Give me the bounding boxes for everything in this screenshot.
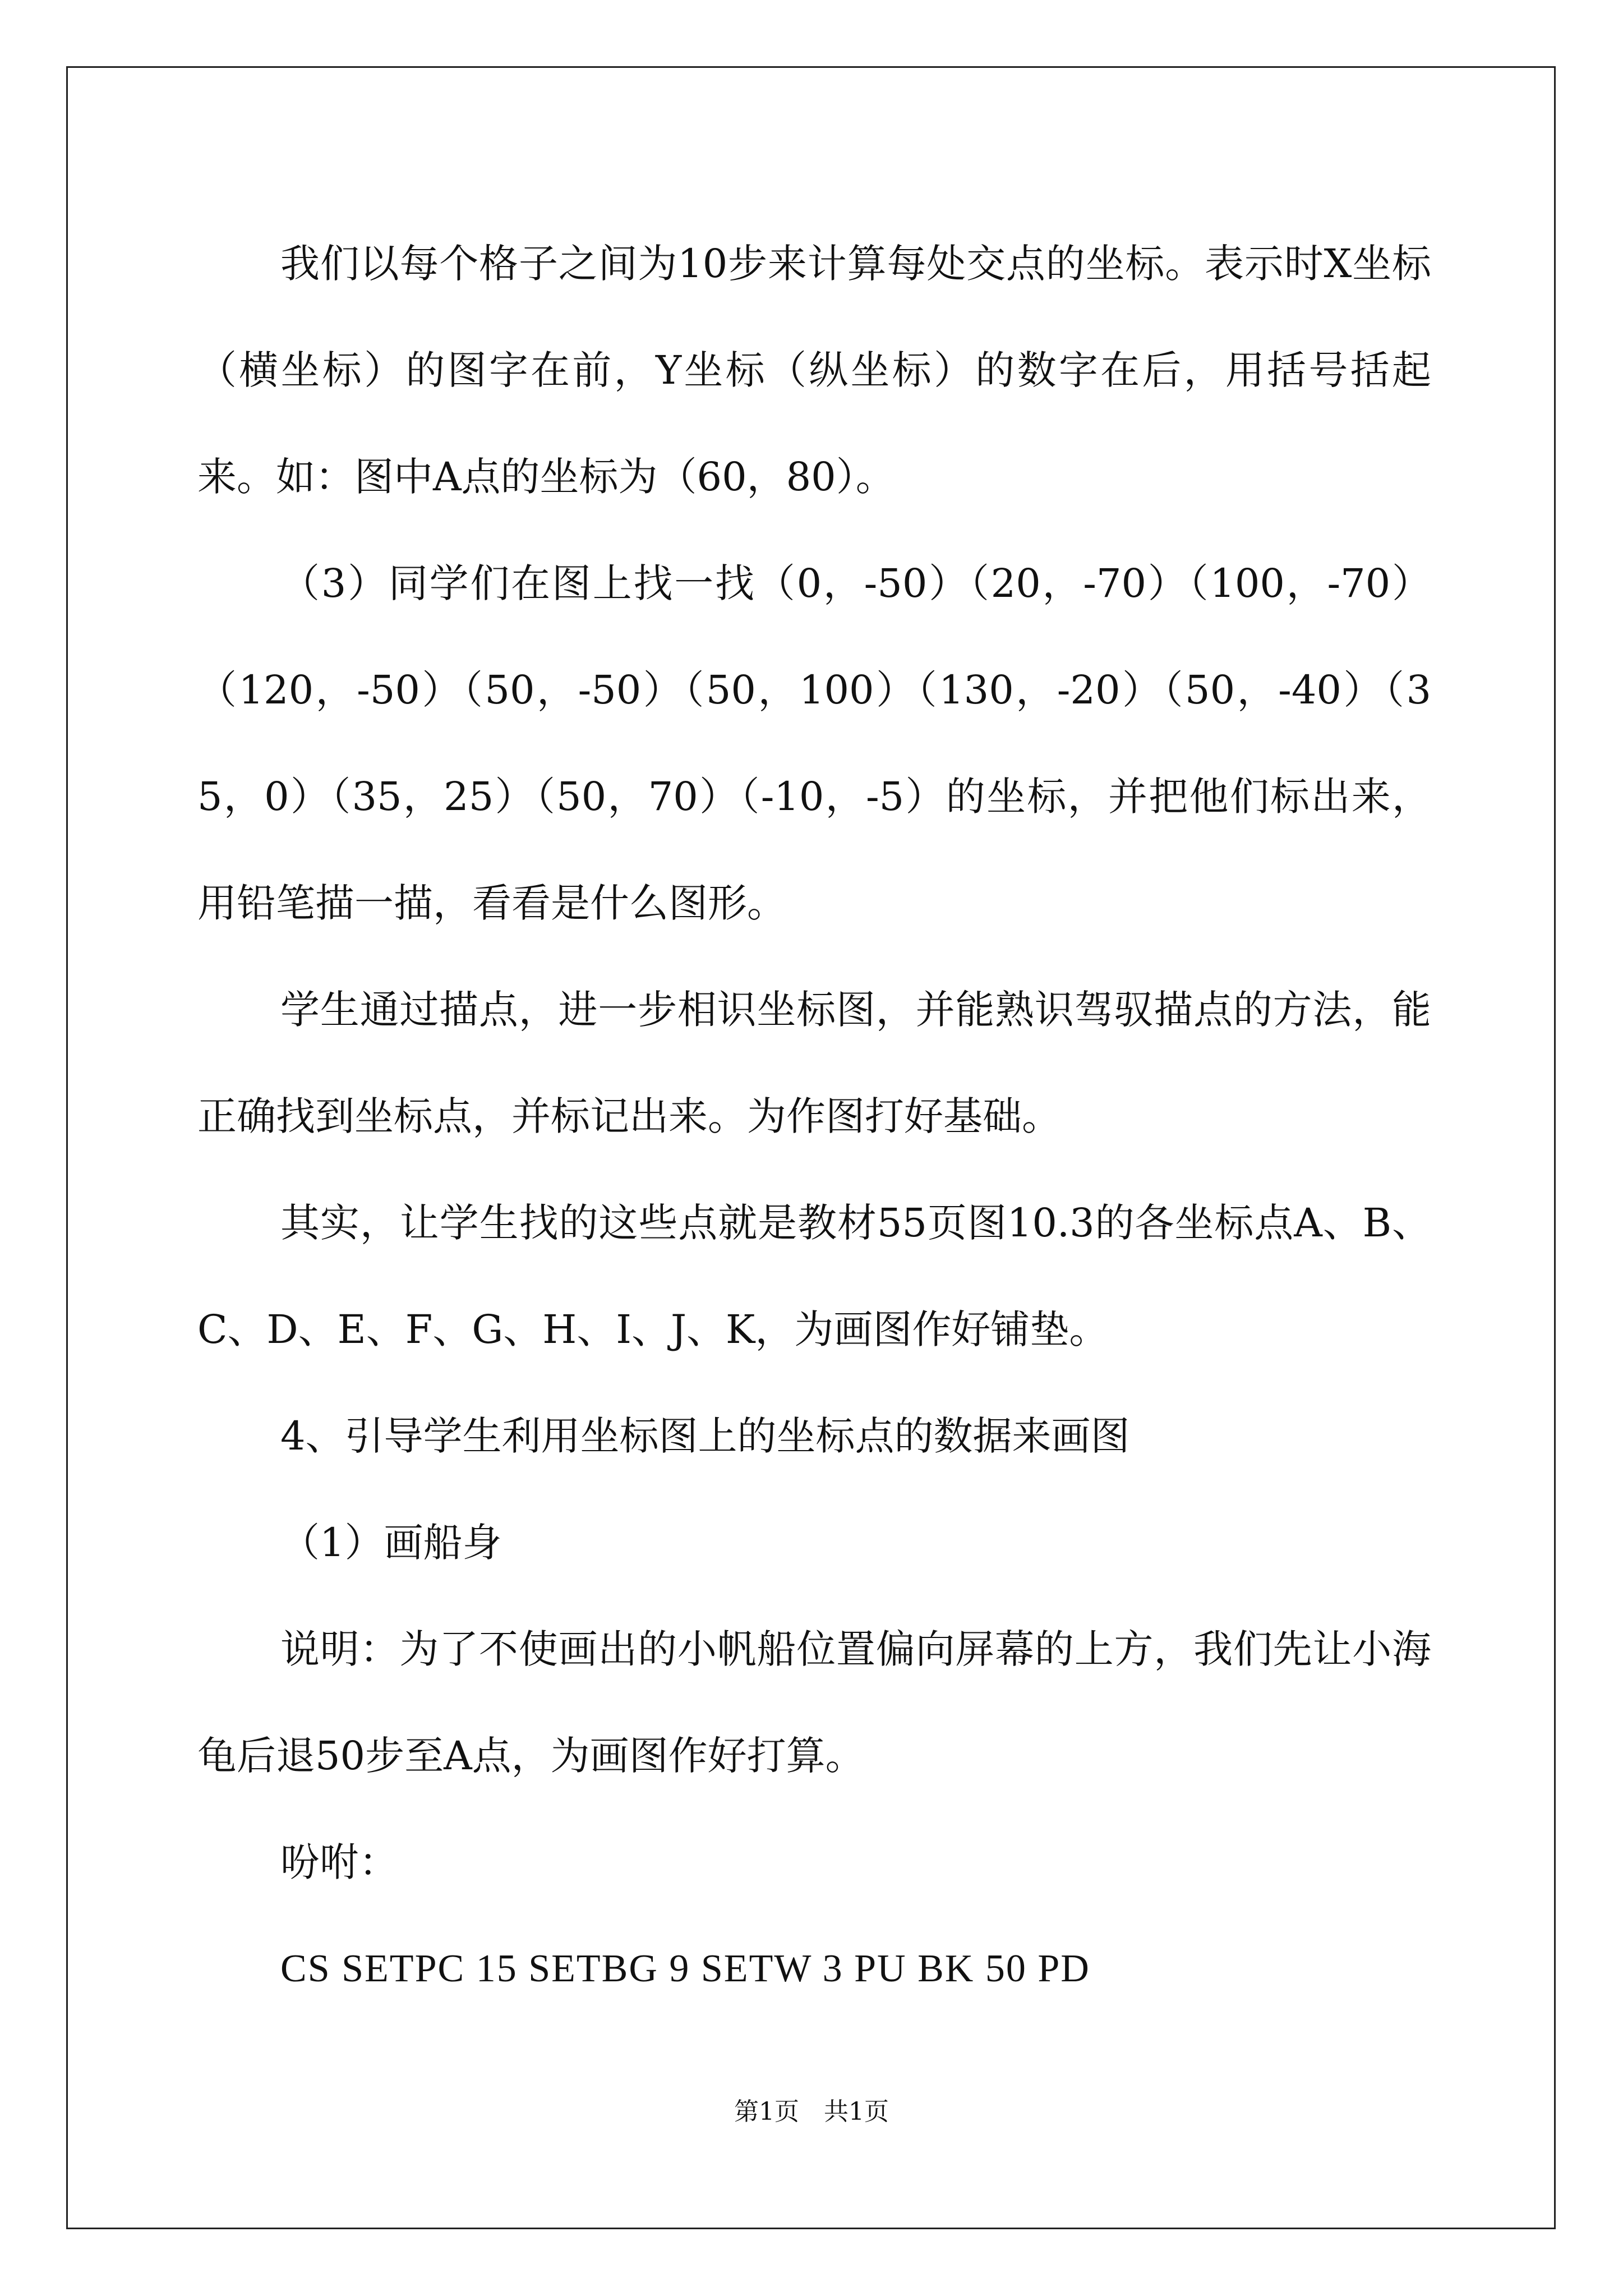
page-footer: 第1页 共1页 (734, 2097, 889, 2126)
paragraph-coordinates-explanation: 我们以每个格子之间为10步来计算每处交点的坐标。表示时X坐标（横坐标）的图字在前，Y坐标（纵坐标）的数字在后，用括号括起来。如：图中A点的坐标为（60，80）。 (197, 241, 1431, 500)
paragraph-explanation: 说明：为了不使画出的小帆船位置偏向屏幕的上方，我们先让小海龟后退50步至A点，为画图作好打算。 (197, 1626, 1431, 1779)
paragraph-student-plotting: 学生通过描点，进一步相识坐标图，并能熟识驾驭描点的方法，能正确找到坐标点，并标记出来。为作图打好基础。 (197, 987, 1431, 1139)
paragraph-command-label: 吩咐： (280, 1839, 398, 1885)
paragraph-step-4: 4、引导学生利用坐标图上的坐标点的数据来画图 (280, 1413, 1130, 1459)
paragraph-find-points: （3）同学们在图上找一找（0，-50）（20，-70）（100，-70）（120，-50）（50，-50）（50，100）（130，-20）（50，-40）（35，0）（35，25）（50，70）（-10，-5）的坐标，并把他们标出来，用铅笔描一描，看看是什么图形。 (197, 560, 1431, 926)
paragraph-logo-command: CS SETPC 15 SETBG 9 SETW 3 PU BK 50 PD (280, 1947, 1090, 1990)
paragraph-draw-hull: （1）画船身 (280, 1520, 502, 1566)
document-body (197, 210, 1431, 2022)
paragraph-textbook-points: 其实，让学生找的这些点就是教材55页图10.3的各坐标点A、B、C、D、E、F、G、H、I、J、K，为画图作好铺垫。 (197, 1200, 1431, 1352)
